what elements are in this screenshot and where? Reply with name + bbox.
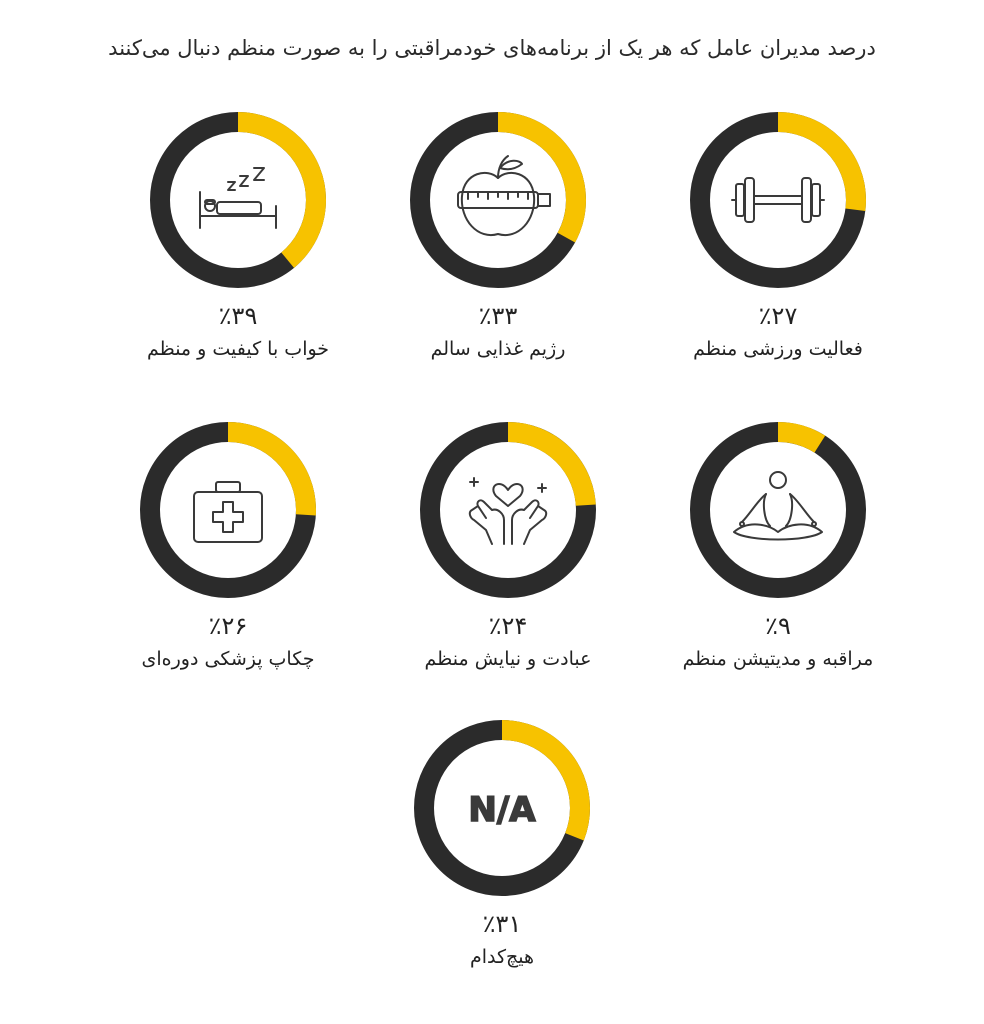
praying-hands-icon [470, 478, 546, 544]
donut-label: رژیم غذایی سالم [430, 338, 566, 360]
donut-card-healthy-diet [368, 110, 628, 400]
donut-chart [688, 420, 868, 600]
page-title: درصد مدیران عامل که هر یک از برنامه‌های خودمراقبتی را به صورت منظم دنبال می‌کنند [108, 36, 876, 60]
donut-card-exercise [648, 110, 908, 400]
na-icon: N/A [468, 790, 536, 830]
donut-label: چکاپ پزشکی دوره‌ای [141, 648, 315, 670]
donut-value: ٪۲۶ [208, 612, 248, 640]
donut-card-sleep [108, 110, 368, 400]
apple-tape-icon [458, 156, 550, 235]
sleeping-bed-icon [200, 168, 276, 228]
donut-value: ٪۳۳ [478, 302, 518, 330]
meditation-icon [734, 472, 822, 540]
donut-chart [408, 110, 588, 290]
donut-chart [148, 110, 328, 290]
donut-value: ٪۲۷ [758, 302, 798, 330]
donut-label: فعالیت ورزشی منظم [693, 338, 863, 360]
donut-label: عبادت و نیایش منظم [424, 648, 592, 670]
donut-label: مراقبه و مدیتیشن منظم [682, 648, 874, 670]
donut-card-checkup [98, 420, 358, 710]
donut-track [700, 432, 856, 588]
donut-card-prayer [378, 420, 638, 710]
donut-value: ٪۹ [765, 612, 791, 640]
donut-card-none [372, 718, 632, 1008]
donut-card-meditation [648, 420, 908, 710]
dumbbell-icon [732, 178, 824, 222]
donut-value: ٪۳۹ [218, 302, 258, 330]
donut-chart [138, 420, 318, 600]
donut-value: ٪۲۴ [488, 612, 528, 640]
donut-chart [418, 420, 598, 600]
first-aid-kit-icon [194, 482, 262, 542]
donut-chart [412, 718, 592, 898]
donut-chart [688, 110, 868, 290]
donut-value: ٪۳۱ [482, 910, 522, 938]
donut-label: خواب با کیفیت و منظم [146, 338, 330, 360]
donut-label: هیچ‌کدام [469, 946, 535, 968]
